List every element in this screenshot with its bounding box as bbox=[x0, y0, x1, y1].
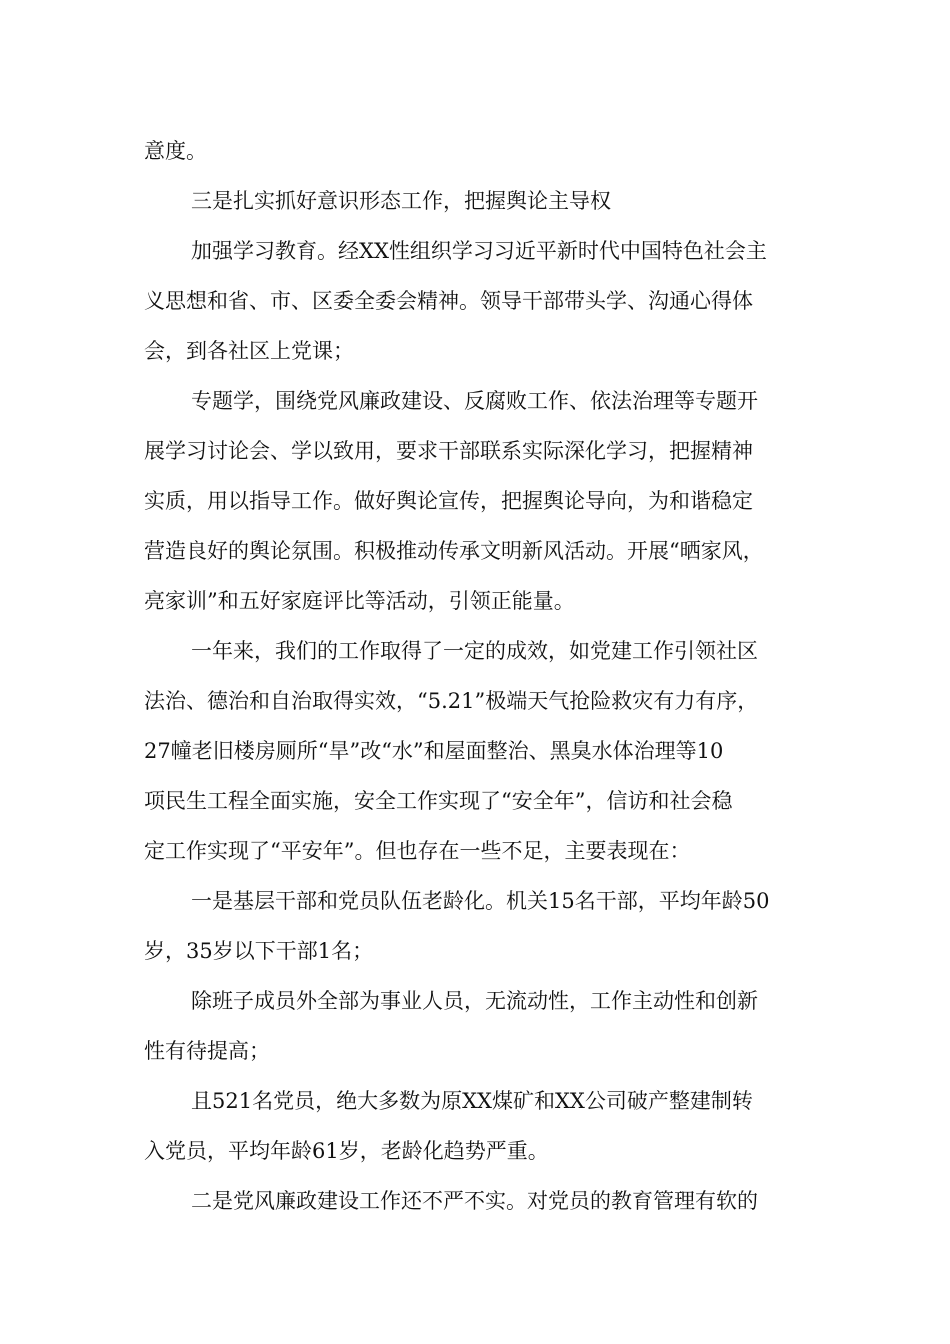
text-line: 项民生工程全面实施，安全工作实现了“安全年”，信访和社会稳 bbox=[144, 789, 733, 813]
text-line: 一是基层干部和党员队伍老龄化。机关15名干部，平均年龄50 bbox=[191, 889, 770, 913]
text-line: 除班子成员外全部为事业人员，无流动性，工作主动性和创新 bbox=[191, 989, 758, 1013]
text-line: 专题学，围绕党风廉政建设、反腐败工作、依法治理等专题开 bbox=[191, 389, 758, 413]
text-line: 27幢老旧楼房厕所“旱”改“水”和屋面整治、黑臭水体治理等10 bbox=[144, 739, 724, 763]
text-line: 营造良好的舆论氛围。积极推动传承文明新风活动。开展“晒家风， bbox=[144, 539, 764, 563]
text-line: 二是党风廉政建设工作还不严不实。对党员的教育管理有软的 bbox=[191, 1189, 758, 1213]
text-line: 入党员，平均年龄61岁，老龄化趋势严重。 bbox=[144, 1139, 549, 1163]
section-heading: 三是扎实抓好意识形态工作，把握舆论主导权 bbox=[191, 189, 611, 213]
text-line: 定工作实现了“平安年”。但也存在一些不足，主要表现在： bbox=[144, 839, 691, 863]
text-line: 加强学习教育。经XX性组织学习习近平新时代中国特色社会主 bbox=[191, 239, 767, 263]
text-line: 法治、德治和自治取得实效，“5.21”极端天气抢险救灾有力有序， bbox=[144, 689, 759, 713]
text-line: 义思想和省、市、区委全委会精神。领导干部带头学、沟通心得体 bbox=[144, 289, 753, 313]
text-line: 性有待提高； bbox=[144, 1039, 270, 1063]
text-line: 且521名党员，绝大多数为原XX煤矿和XX公司破产整建制转 bbox=[191, 1089, 753, 1113]
text-line: 岁，35岁以下干部1名； bbox=[144, 939, 374, 963]
text-line: 展学习讨论会、学以致用，要求干部联系实际深化学习，把握精神 bbox=[144, 439, 753, 463]
text-line: 一年来，我们的工作取得了一定的成效，如党建工作引领社区 bbox=[191, 639, 758, 663]
text-line: 会，到各社区上党课； bbox=[144, 339, 354, 363]
text-line: 实质，用以指导工作。做好舆论宣传，把握舆论导向，为和谐稳定 bbox=[144, 489, 753, 513]
text-line: 亮家训”和五好家庭评比等活动，引领正能量。 bbox=[144, 589, 575, 613]
text-line: 意度。 bbox=[144, 139, 207, 163]
